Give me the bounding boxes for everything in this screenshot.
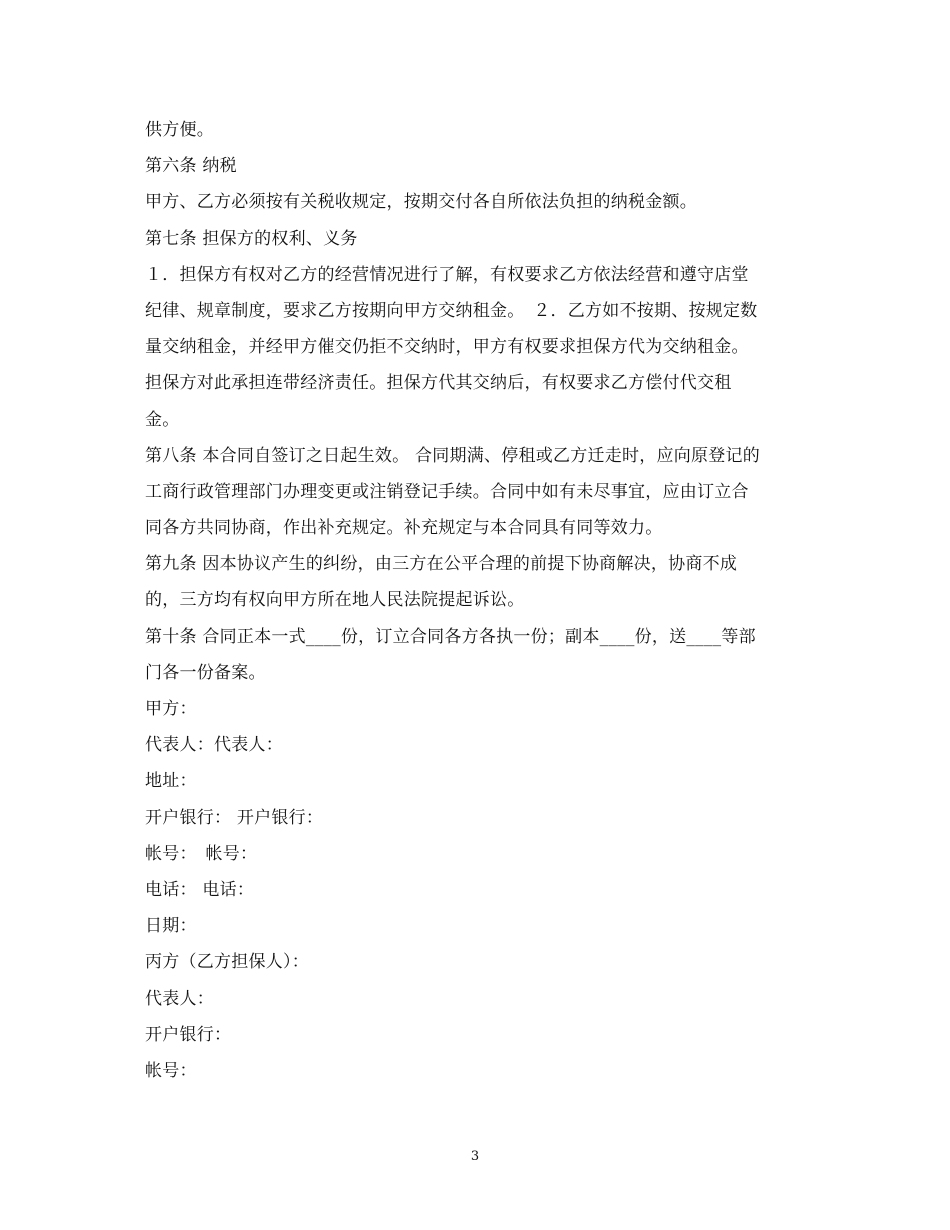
text-line: 甲方、乙方必须按有关税收规定，按期交付各自所依法负担的纳税金额。 (145, 192, 697, 213)
text-line: 担保方对此承担连带经济责任。担保方代其交纳后，有权要求乙方偿付代交租 (145, 373, 732, 394)
party-c-label: 丙方（乙方担保人）： (145, 952, 309, 973)
phone-label: 电话： 电话： (145, 879, 255, 900)
article-8-line: 第八条 本合同自签订之日起生效。 合同期满、停租或乙方迁走时，应向原登记的 (145, 445, 761, 466)
account-label: 帐号： 帐号： (145, 843, 258, 864)
date-label: 日期： (145, 916, 197, 937)
article-6-heading: 第六条 纳税 (145, 156, 237, 177)
representative-label: 代表人：代表人： (145, 735, 283, 756)
text-line: 量交纳租金，并经甲方催交仍拒不交纳时，甲方有权要求担保方代为交纳租金。 (145, 337, 749, 358)
text-line: 纪律、规章制度，要求乙方按期向甲方交纳租金。 ２．乙方如不按期、按规定数 (145, 300, 758, 321)
text-line: 供方便。 (145, 120, 214, 140)
article-9-line: 第九条 因本协议产生的纠纷，由三方在公平合理的前提下协商解决，协商不成 (145, 554, 738, 575)
text-line: １．担保方有权对乙方的经营情况进行了解，有权要求乙方依法经营和遵守店堂 (145, 264, 749, 285)
bank-label: 开户银行： (145, 1024, 232, 1045)
text-line: 工商行政管理部门办理变更或注销登记手续。合同中如有未尽事宜，应由订立合 (145, 481, 749, 502)
text-line: 的，三方均有权向甲方所在地人民法院提起诉讼。 (145, 590, 525, 611)
article-7-heading: 第七条 担保方的权利、义务 (145, 228, 358, 249)
text-line: 同各方共同协商，作出补充规定。补充规定与本合同具有同等效力。 (145, 518, 663, 539)
page-number: 3 (470, 1149, 480, 1164)
representative-label: 代表人： (145, 988, 214, 1009)
article-10-line: 第十条 合同正本一式____份，订立合同各方各执一份；副本____份，送____等部 (145, 626, 756, 647)
address-label: 地址： (145, 771, 197, 792)
bank-label: 开户银行： 开户银行： (145, 807, 324, 828)
document-body (145, 112, 810, 1089)
text-line: 金。 (145, 409, 180, 430)
text-line: 门各一份备案。 (145, 662, 266, 683)
party-a-label: 甲方： (145, 699, 197, 719)
account-label: 帐号： (145, 1060, 197, 1081)
